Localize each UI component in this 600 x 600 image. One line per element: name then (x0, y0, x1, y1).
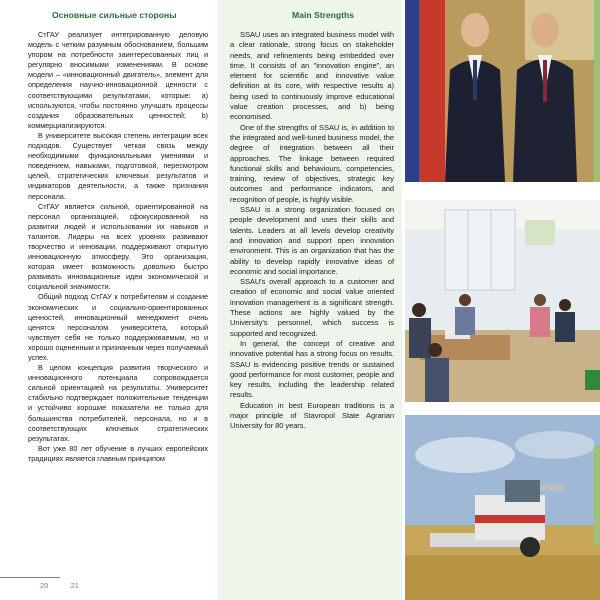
russian-paragraph: В целом концепция развития творческого и инновационного потенциала сопровождается сильной ориентацией на результаты. Университет стабильно подтверждает положительные тенденции и устойчиво хорошие показатели не только для большинства потребителей, персонала, но и в соответствующих ключевых стратегических результатах. (28, 363, 208, 443)
combine-harvester-photo (405, 415, 600, 600)
russian-paragraph: СтГАУ реализует интегрированную деловую модель с четким разумным обоснованием, большим упором на потребности заинтересованных лиц и регулярно вносимыми изменениями. В основе модели – «инновационный двигатель», элемент для определения научно-инновационной ценности с соответствующими результатами, которые: а) используются, чтобы постоянно улучшать процессы создания образовательных ценностей; b) коммерциализируются. (28, 30, 208, 130)
russian-column (0, 0, 218, 600)
english-column (218, 0, 402, 600)
russian-paragraph: СтГАУ является сильной, ориентированной на персонал организацией, сфокусированной на развитии людей и использовании их навыков и талантов. Лидеры на всех уровнях развивают творчество и инновации, поддерживают открытую инновационную атмосферу. Это организация, которая имеет возможность довольно быстро развивать инновационные идеи экономической и социальной значимости. (28, 201, 208, 292)
page-number-left: 20 (40, 581, 49, 590)
photo-side-tab (594, 445, 600, 545)
english-paragraph: In general, the concept of creative and innovative potential has a strong focus on results. SSAU is evidencing positive trends or sustained good performance for most customer, people and key results, including the leadership related results. (230, 338, 394, 400)
photo-column (403, 0, 600, 600)
english-paragraph: Education in best European traditions is a major principle of Stavropol State Agrarian University for 80 years. (230, 400, 394, 431)
russian-heading: Основные сильные стороны (52, 10, 177, 20)
footer-rule (0, 577, 60, 578)
russian-paragraph: Вот уже 80 лет обучение в лучших европейских традициях является главным принципом (28, 443, 208, 463)
russian-paragraph: В университете высокая степень интеграции всех подходов. Существует четкая связь между необходимыми функциональными умениями и поведением, навыками, подготовкой, пересмотром целей, стратегических ключевых результатов и индикаторов деятельности, а также признания персонала. (28, 130, 208, 201)
photo-side-tab (594, 0, 600, 182)
officials-photo (405, 0, 600, 182)
english-heading: Main Strengths (292, 10, 355, 20)
russian-paragraph: Общий подход СтГАУ к потребителям и создание экономических и социально-ориентированных ценностей, инновационный менеджмент очень ценятся персоналом университета, который чувствует себя не только поддерживаемым, но и хорошо оцененным и признанным через получаемый успех. (28, 292, 208, 362)
page-number-right: 21 (70, 581, 79, 590)
english-paragraph: SSAU uses an integrated business model with a clear rationale, strong focus on stakeholder needs, and refinements being embedded over time. It consists of an "innovation engine", an element for scientific and innovative value definition at its core, with respective results a) being used to continuously improve educational value creation processes, and b) being economised. (230, 30, 394, 122)
classroom-photo (405, 200, 600, 402)
english-paragraph: SSAU is a strong organization focused on people development and uses their skills and talents. Leaders at all levels develop creativity and innovation and support open innovation environment. This is an organization that has the ability to develop rapidly innovative ideas of economic and social importance. (230, 205, 394, 276)
page-numbers (40, 581, 99, 590)
english-paragraph: SSAU's overall approach to a customer and creation of economic and social value oriented innovation management is a significant strength. These actions are highly valued by the University's personnel, which success is supported and recognized. (230, 277, 394, 338)
english-paragraph: One of the strengths of SSAU is, in addition to the integrated and well-tuned business model, the degree of integration between all their approaches. The linkage between required functional skills and behaviours, competencies, training, review of objectives, strategic key outcomes and performance indicators, and recognition of people, is highly visible. (230, 122, 394, 204)
